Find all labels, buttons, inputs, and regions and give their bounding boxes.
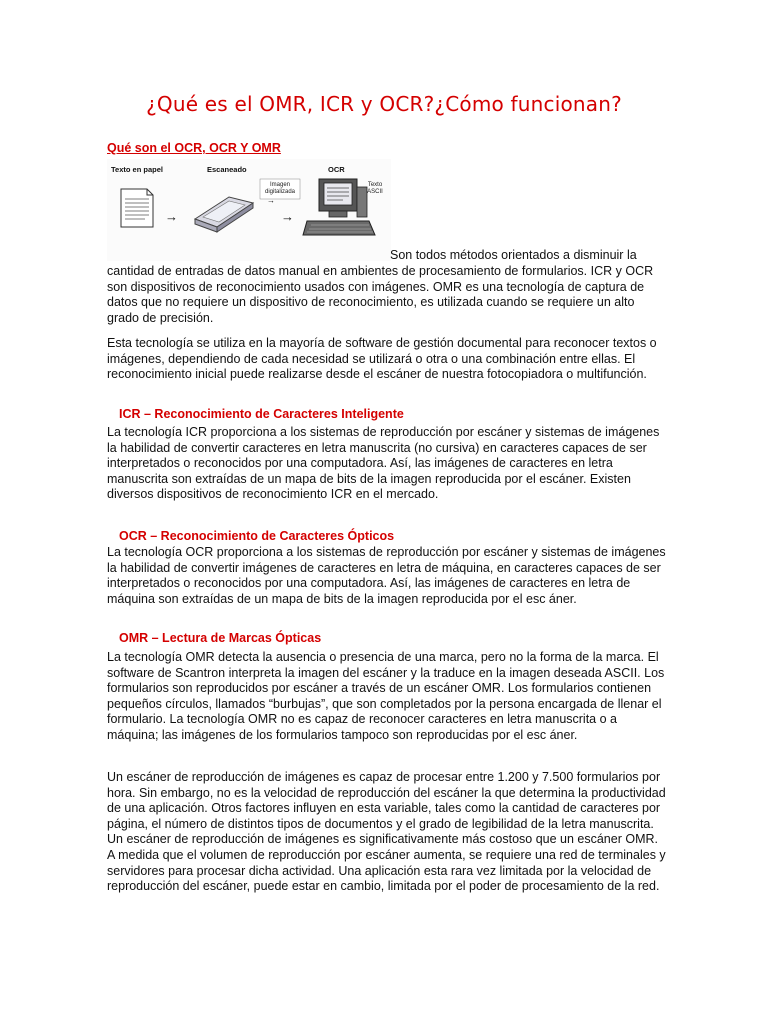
figure-label-text-line2: ASCII [367, 189, 383, 195]
intro-paragraph: cantidad de entradas de datos manual en ambientes de procesamiento de formularios. ICR y OCR son dispositivos de reconocimiento usados con imágenes. OMR es una tecnología de captura de datos que no requiere un dispositivo de reconocimiento, es utilizada cuando se requiere un alto grado de precisión. [107, 264, 654, 325]
intro-first-line: Son todos métodos orientados a disminuir la [390, 248, 637, 262]
arrow-icon-1: → [165, 209, 178, 224]
ocr-heading: OCR – Reconocimiento de Caracteres Ópticos [119, 529, 395, 543]
usage-paragraph: Esta tecnología se utiliza en la mayoría de software de gestión documental para reconocer textos o imágenes, dependiendo de cada necesidad se utilizará o otra o una combinación entre ellas. El reconocimiento inicial puede realizarse desde el escáner de nuestra fotocopiadora o multifunción. [107, 336, 657, 382]
ocr-process-illustration [107, 159, 391, 261]
omr-paragraph: La tecnología OMR detecta la ausencia o presencia de una marca, pero no la forma de la marca. El software de Scantron interpreta la imagen del escáner y la traduce en la imagen deseada ASCII. Los formularios son reproducidos por escáner a través de un escáner OMR. Los formularios contienen pequeños círculos, llamados “burbujas”, que son completados por la persona encargada de llenar el formulario. La tecnología OMR no es capaz de reconocer caracteres en letra manuscrita o a máquina; las imágenes de los formularios tampoco son reproducidas por el esc áner. [107, 650, 665, 742]
section-subheading: Qué son el OCR, OCR Y OMR [107, 141, 281, 155]
figure-label-scanned: Escaneado [207, 165, 247, 174]
figure-label-text-line1: Texto [367, 182, 383, 188]
arrow-icon-3: → [267, 196, 275, 205]
scanner-icon [195, 197, 253, 232]
figure-label-ocr: OCR [328, 165, 345, 174]
paper-document-icon [121, 189, 153, 227]
figure-label-paper: Texto en papel [111, 165, 163, 174]
arrow-icon-2: → [281, 209, 294, 224]
icr-heading: ICR – Reconocimiento de Caracteres Inteligente [119, 407, 404, 421]
page-title: ¿Qué es el OMR, ICR y OCR?¿Cómo funcionan? [146, 92, 622, 116]
ocr-paragraph: La tecnología OCR proporciona a los sistemas de reproducción por escáner y sistemas de imágenes la habilidad de convertir imágenes de caracteres en letra de máquina, en caracteres capaces de ser interpretados o reconocidos por una computadora. Así, las imágenes de caracteres en letra de máquina son extraídas de un mapa de bits de la imagen reproducida por el esc áner. [107, 545, 666, 606]
figure-label-digital-image-line1: Imagen [269, 182, 290, 188]
omr-heading: OMR – Lectura de Marcas Ópticas [119, 631, 322, 645]
figure-label-digital-image-line2: digitalizada [264, 189, 296, 195]
icr-paragraph: La tecnología ICR proporciona a los sistemas de reproducción por escáner y sistemas de imágenes la habilidad de convertir caracteres en letra manuscrita (no cursiva) en caracteres capaces de ser interpretados o reconocidos por una computadora. Así, las imágenes de caracteres en letra manuscrita son extraídas de un mapa de bits de la imagen reproducida por el escáner. Existen diversos dispositivos de reconocimiento ICR en el mercado. [107, 425, 660, 502]
ocr-process-figure [107, 159, 391, 261]
scanner-paragraph: Un escáner de reproducción de imágenes es capaz de procesar entre 1.200 y 7.500 formularios por hora. Sin embargo, no es la velocidad de reproducción del escáner la que determina la productividad de una aplicación. Otros factores influyen en esta variable, tales como la cantidad de caracteres por página, el número de distintos tipos de documentos y el grado de legibilidad de la letra manuscrita. Un escáner de reproducción de imágenes es significativamente más costoso que un escáner OMR. A medida que el volumen de reproducción por escáner aumenta, se requiere una red de terminales y servidores para procesar dicha actividad. Una aplicación esta rara vez limitada por la velocidad de reproducción del escáner, puede estar en cambio, limitada por el poder de procesamiento de la red. [107, 770, 666, 894]
